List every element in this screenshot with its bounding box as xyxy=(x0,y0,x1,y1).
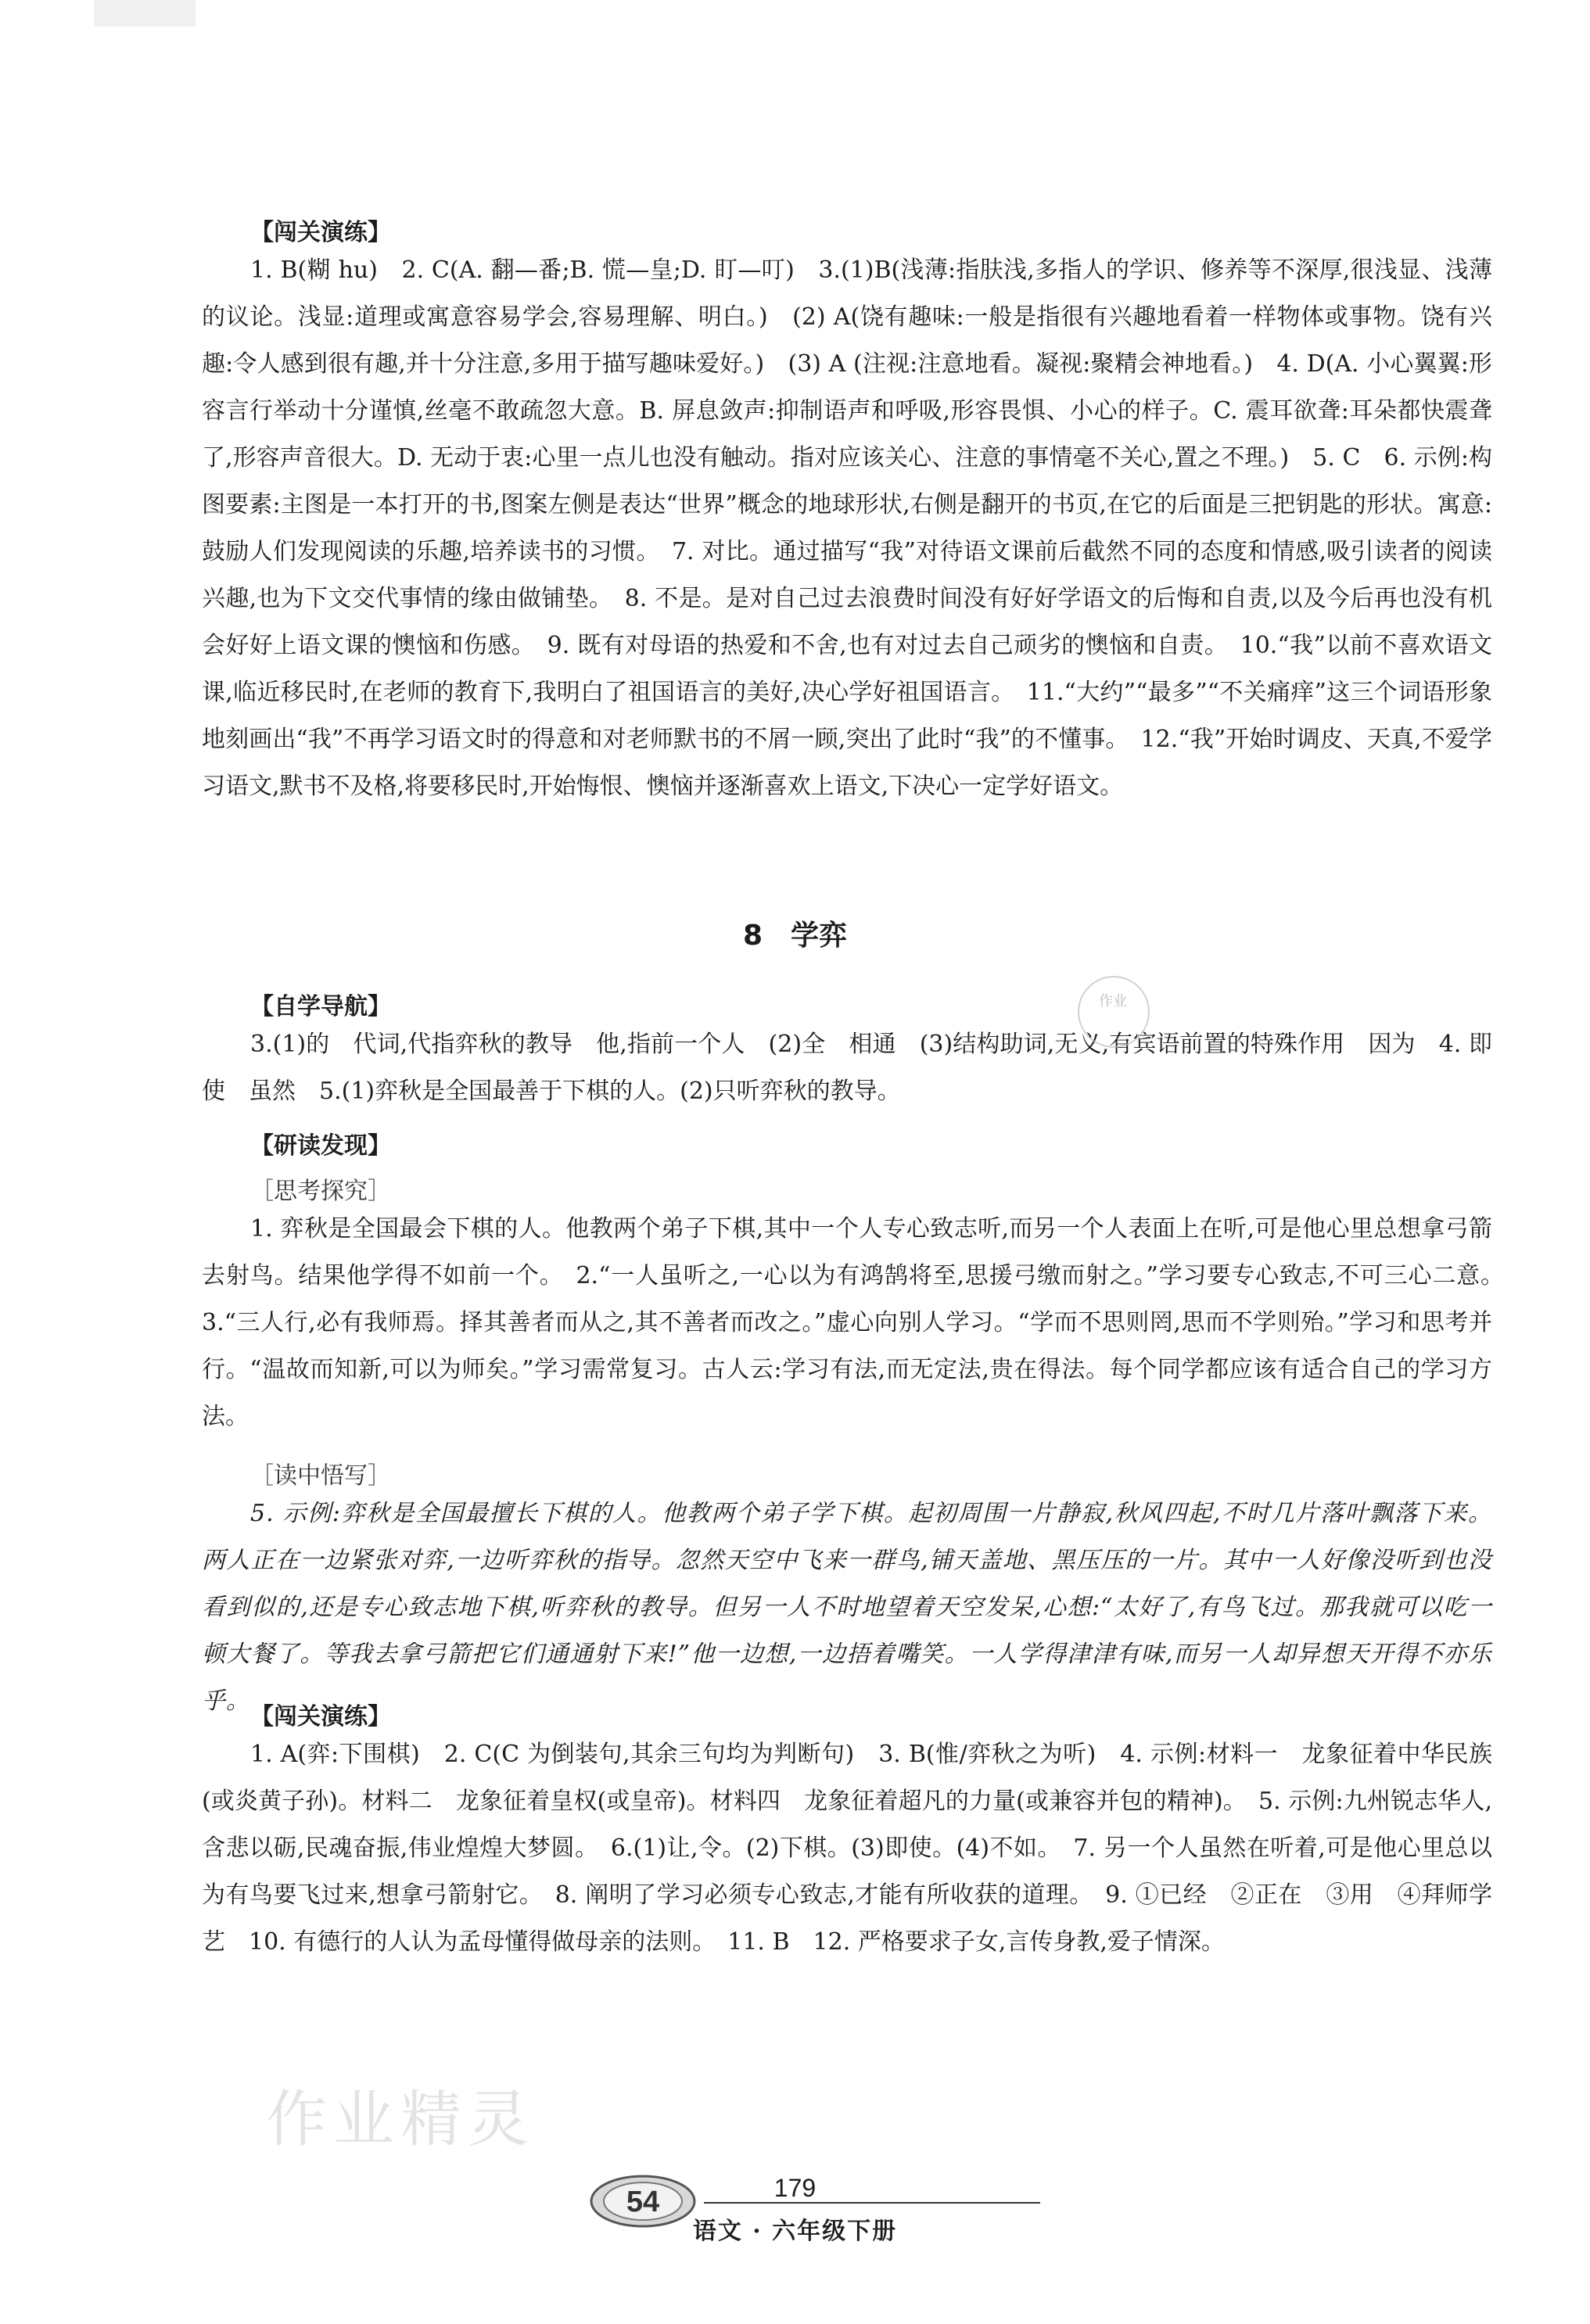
prev-exercise-answers: 1. B(糊 hu) 2. C(A. 翻—番;B. 慌—皇;D. 盯—叮) 3.(1)B(浅薄:指肤浅,多指人的学识、修养等不深厚,很浅显、浅薄的议论。浅显:道理或寓意容易学会,容易理解、明白。) (2) A(饶有趣味:一般是指很有兴趣地看着一样物体或事物。饶有兴趣:令人感到很有趣,并十分注意,多用于描写趣味爱好。) (3) A (注视:注意地看。凝视:聚精会神地看。) 4. D(A. 小心翼翼:形容言行举动十分谨慎,丝毫不敢疏忽大意。B. 屏息敛声:抑制语声和呼吸,形容畏惧、小心的样子。C. 震耳欲聋:耳朵都快震聋了,形容声音很大。D. 无动于衷:心里一点儿也没有触动。指对应该关心、注意的事情毫不关心,置之不理。) 5. C 6. 示例:构图要素:主图是一本打开的书,图案左侧是表达“世界”概念的地球形状,右侧是翻开的书页,在它的后面是三把钥匙的形状。寓意:鼓励人们发现阅读的乐趣,培养读书的习惯。 7. 对比。通过描写“我”对待语文课前后截然不同的态度和情感,吸引读者的阅读兴趣,也为下文交代事情的缘由做铺垫。 8. 不是。是对自己过去浪费时间没有好好学语文的后悔和自责,以及今后再也没有机会好好上语文课的懊恼和伤感。 9. 既有对母语的热爱和不舍,也有对过去自己顽劣的懊恼和自责。 10.“我”以前不喜欢语文课,临近移民时,在老师的教育下,我明白了祖国语言的美好,决心学好祖国语言。 11.“大约”“最多”“不关痛痒”这三个词语形象地刻画出“我”不再学习语文时的得意和对老师默书的不屑一顾,突出了此时“我”的不懂事。 12.“我”开始时调皮、天真,不爱学习语文,默书不及格,将要移民时,开始悔恨、懊恼并逐渐喜欢上语文,下决心一定学好语文。 xyxy=(202,256,1492,800)
heading-self-study: 【自学导航】 xyxy=(250,993,391,1020)
think-explore-answers: 1. 弈秋是全国最会下棋的人。他教两个弟子下棋,其中一个人专心致志听,而另一个人表面上在听,可是他心里总想拿弓箭去射鸟。结果他学得不如前一个。 2.“一人虽听之,一心以为有鸿鹄将至,思援弓缴而射之。”学习要专心致志,不可三心二意。 3.“三人行,必有我师焉。择其善者而从之,其不善者而改之。”虚心向别人学习。“学而不思则罔,思而不学则殆。”学习和思考并行。“温故而知新,可以为师矣。”学习需常复习。古人云:学习有法,而无定法,贵在得法。每个同学都应该有适合自己的学习方法。 xyxy=(202,1215,1516,1430)
self-study-answers: 3.(1)的 代词,代指弈秋的教导 他,指前一个人 (2)全 相通 (3)结构助词,无义,有宾语前置的特殊作用 因为 4. 即使 虽然 5.(1)弈秋是全国最善于下棋的人。(2)只听弈秋的教导。 xyxy=(202,1031,1492,1105)
think-explore-label: ［思考探究］ xyxy=(250,1178,391,1205)
homework-stamp-icon xyxy=(1078,976,1150,1048)
read-write-label: ［读中悟写］ xyxy=(250,1462,391,1490)
heading-research: 【研读发现】 xyxy=(250,1132,391,1160)
heading-prev-exercise: 【闯关演练】 xyxy=(250,219,391,246)
read-write-answers: 5. 示例:弈秋是全国最擅长下棋的人。他教两个弟子学下棋。起初周围一片静寂,秋风四起,不时几片落叶飘落下来。两人正在一边紧张对弈,一边听弈秋的指导。忽然天空中飞来一群鸟,铺天盖地、黑压压的一片。其中一人好像没听到也没看到似的,还是专心致志地下棋,听弈秋的教导。但另一人不时地望着天空发呆,心想:“太好了,有鸟飞过。那我就可以吃一顿大餐了。等我去拿弓箭把它们通通射下来!”他一边想,一边捂着嘴笑。一人学得津津有味,而另一人却异想天开得不亦乐乎。 xyxy=(202,1500,1492,1715)
chapter-title: 8 学弈 xyxy=(742,920,848,952)
corner-mark xyxy=(94,0,196,27)
watermark: 作业精灵 xyxy=(266,2085,536,2155)
page-number: 179 xyxy=(773,2174,817,2202)
stamp-text: 作业 xyxy=(1099,993,1127,1010)
exercise-answers: 1. A(弈:下围棋) 2. C(C 为倒装句,其余三句均为判断句) 3. B(惟/弈秋之为听) 4. 示例:材料一 龙象征着中华民族(或炎黄子孙)。材料二 龙象征着皇权(或皇帝)。材料四 龙象征着超凡的力量(或兼容并包的精神)。 5. 示例:九州锐志华人,含悲以砺,民魂奋振,伟业煌煌大梦圆。 6.(1)让,令。(2)下棋。(3)即使。(4)不如。 7. 另一个人虽然在听着,可是他心里总以为有鸟要飞过来,想拿弓箭射它。 8. 阐明了学习必须专心致志,才能有所收获的道理。 9. ①已经 ②正在 ③用 ④拜师学艺 10. 有德行的人认为孟母懂得做母亲的法则。 11. B 12. 严格要求子女,言传身教,爱子情深。 xyxy=(202,1741,1492,1956)
heading-exercise: 【闯关演练】 xyxy=(250,1703,391,1730)
footer-divider xyxy=(704,2202,1040,2204)
footer-badge-text: 54 xyxy=(626,2186,660,2218)
footer-book-title: 语文 · 六年级下册 xyxy=(692,2218,898,2245)
